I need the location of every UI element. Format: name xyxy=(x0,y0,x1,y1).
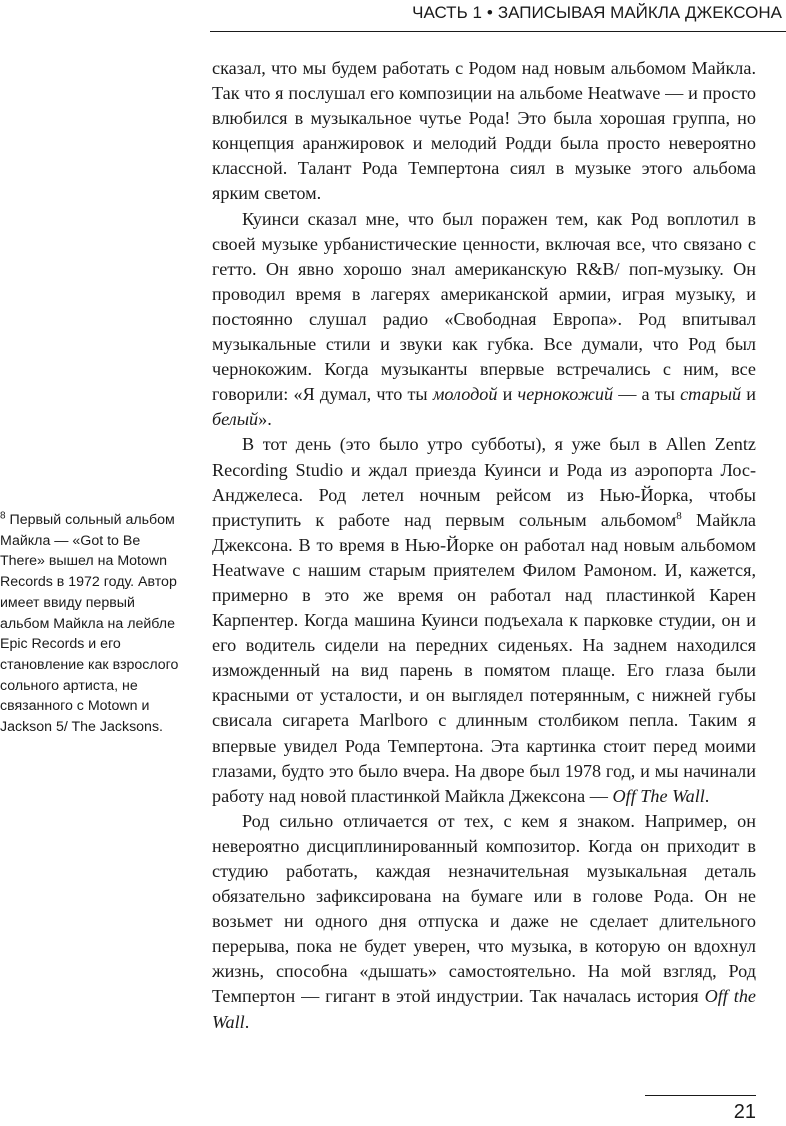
paragraph-3 xyxy=(212,432,756,808)
sidenote-marker: 8 xyxy=(0,510,6,522)
paragraph-4-text-a: Род сильно отличается от тех, с кем я знаком. Например, он невероятно дисциплинированный композитор. Когда он приходит в студию работать, каждая незначительная музыкальная деталь обязательно зафиксирована на бумаге или в голове Рода. Он не возьмет ни одного дня отпуска и даже не сделает длительного перерыва, пока не будет уверен, что музыка, в которую он вдохнул жизнь, способна «дышать» самостоятельно. На мой взгляд, Род Темпертон — гигант в этой индустрии. Так началась история xyxy=(212,810,756,1007)
italic-word-black: чернокожий xyxy=(517,384,614,405)
italic-word-white: белый xyxy=(212,409,259,430)
paragraph-4 xyxy=(212,809,756,1035)
sidenote-footnote-8 xyxy=(0,510,186,738)
sidenote-text: Первый сольный альбом Майкла — «Got to Be There» вышел на Motown Records в 1972 году. Автор имеет ввиду первый альбом Майкла на лейбле Epic Records и его становление как взрослого сольного артиста, не связанного с Motown и Jackson 5/ The Jacksons. xyxy=(0,512,179,736)
paragraph-3-text-b: Майкла Джексона. В то время в Нью-Йорке он работал над новым альбомом Heatwave с нашим старым приятелем Филом Рамоном. И, кажется, примерно в это же время он работал над пластинкой Карен Карпентер. Когда машина Куинси подъехала к парковке студии, он и его водитель сидели на передних сиденьях. На заднем находился изможденный на вид парень в помятом плаще. Его глаза были красными от усталости, и он выглядел потерянным, с нижней губы свисала сигарета Marlboro с длинным столбиком пепла. Таким я впервые увидел Рода Темпертона. Эта картинка стоит перед моими глазами, будто это было вчера. На дворе был 1978 год, и мы начинали работу над новой пластинкой Майкла Джексона — xyxy=(212,509,756,806)
running-head-title: ЗАПИСЫВАЯ МАЙКЛА ДЖЕКСОНА xyxy=(497,3,782,22)
running-head-part: ЧАСТЬ 1 xyxy=(412,3,482,22)
paragraph-3-text-a: В тот день (это было утро субботы), я уже был в Allen Zentz Recording Studio и ждал приезда Куинси и Рода из аэропорта Лос-Анджелеса. Род летел ночным рейсом из Нью-Йорка, чтобы приступить к работе над первым сольным альбомом xyxy=(212,434,756,530)
paragraph-3-text-c: . xyxy=(704,785,710,806)
italic-word-young: молодой xyxy=(432,384,498,405)
paragraph-2-text-c: — а ты xyxy=(613,384,681,405)
page-number: 21 xyxy=(733,1101,756,1123)
paragraph-2-text-d: и xyxy=(741,384,757,405)
footnote-reference-8[interactable]: 8 xyxy=(676,509,682,522)
paragraph-1 xyxy=(212,56,756,207)
paragraph-1-text: сказал, что мы будем работать с Родом над новым альбомом Майкла. Так что я послушал его композиции на альбоме Heatwave — и просто влюбился в музыкальное чутье Рода! Это была хорошая группа, но концепция аранжировок и мелодий Родди была просто невероятно классной. Талант Рода Темпертона сиял в музыке этого альбома ярким светом. xyxy=(212,58,756,204)
footer-rule xyxy=(645,1095,756,1096)
album-title-italic-2: Off the Wall xyxy=(212,986,757,1032)
paragraph-2 xyxy=(212,207,756,433)
running-head-bullet: • xyxy=(486,3,493,22)
paragraph-2-text-a: Куинси сказал мне, что был поражен тем, как Род воплотил в своей музыке урбанистические ценности, включая все, что связано с гетто. Он явно хорошо знал американскую R&B/ поп-музыку. Он проводил время в лагерях американской армии, играя музыку, и постоянно слушал радио «Свободная Европа». Род впитывал музыкальные стили и звуки как губка. Все думали, что Род был чернокожим. Когда музыканты впервые встречались с ним, все говорили: «Я думал, что ты xyxy=(212,208,756,405)
running-head xyxy=(0,0,786,30)
paragraph-2-text-e: ». xyxy=(258,409,272,430)
header-rule xyxy=(210,31,786,32)
italic-word-old: старый xyxy=(680,384,742,405)
paragraph-2-text-b: и xyxy=(497,384,518,405)
album-title-italic: Off The Wall xyxy=(612,785,705,806)
main-text-column xyxy=(212,56,756,1035)
paragraph-4-text-b: . xyxy=(244,1011,250,1032)
